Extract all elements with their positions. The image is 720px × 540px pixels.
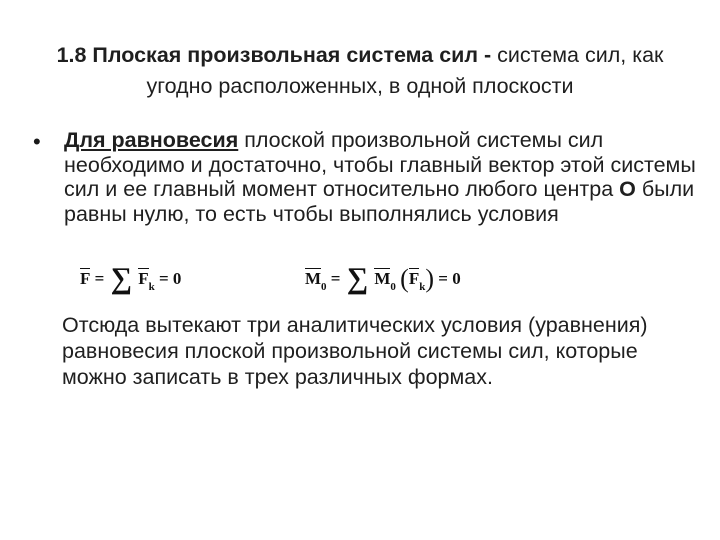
- bullet-text-1: плоской произвольной системы сил необходимо и достаточно, чтобы главный вектор этой системы сил и ее главный момент относительно любого центра: [64, 128, 696, 201]
- formula-force-term-sub: k: [148, 281, 155, 294]
- bullet-text: [64, 128, 704, 226]
- formula-moment-term: M: [374, 269, 391, 288]
- formula-force: [80, 264, 181, 298]
- formula-moment-term-sub: 0: [390, 281, 396, 294]
- formula-moment-inner: F: [408, 269, 420, 288]
- conclusion-paragraph: Отсюда вытекают три аналитических условия (уравнения) равновесия плоской произвольной системы сил, которые можно записать в трех различных формах.: [62, 313, 648, 389]
- bullet-lead: Для равновесия: [64, 128, 239, 152]
- formula-force-eq: =: [94, 269, 105, 288]
- formula-moment-inner-sub: k: [419, 281, 426, 294]
- formula-force-lhs: F: [80, 269, 91, 288]
- formula-moment-lhs-sub: 0: [321, 281, 327, 294]
- formula-moment-rhs: = 0: [438, 269, 461, 288]
- bullet-text-2: были равны нулю, то есть чтобы выполнялись условия: [64, 177, 695, 226]
- formula-moment-eq: =: [330, 269, 341, 288]
- center-letter: О: [619, 177, 636, 201]
- title-bold: 1.8 Плоская произвольная система сил -: [56, 43, 492, 67]
- sigma-icon: ∑: [110, 262, 132, 295]
- formula-moment-rparen: ): [425, 264, 435, 293]
- formula-moment-lhs: M: [305, 269, 322, 288]
- bullet-dot-icon: •: [33, 129, 41, 154]
- formula-moment-lparen: (: [400, 264, 409, 293]
- title-rest: система сил, как угодно расположенных, в одной плоскости: [146, 43, 664, 98]
- formula-force-term: F: [138, 269, 149, 288]
- formula-moment: [305, 264, 461, 298]
- sigma-icon: ∑: [346, 262, 369, 295]
- slide-title: [30, 40, 690, 102]
- formula-force-rhs: = 0: [158, 269, 182, 288]
